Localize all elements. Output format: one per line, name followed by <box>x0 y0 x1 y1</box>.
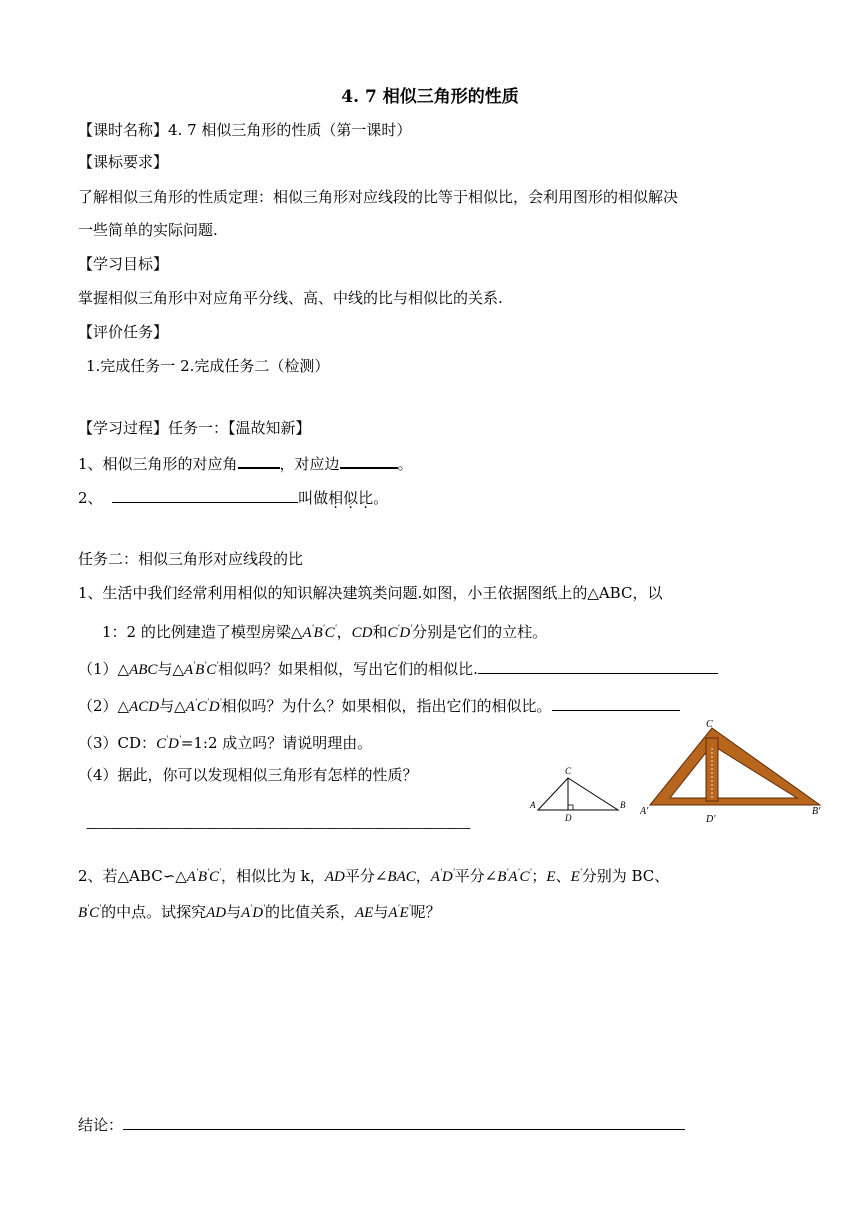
task2-p1-line2: 1：2 的比例建造了模型房梁△A'B'C'，CD和C'D'分别是它们的立柱。 <box>102 623 548 641</box>
label-a: A <box>530 800 536 810</box>
label-d-prime: D′ <box>706 814 716 825</box>
task1-q1: 1、相似三角形的对应角 ，对应边 。 <box>78 451 413 475</box>
task1-q2: 2、 叫做相似比。 <box>78 486 388 509</box>
answer-dash-line: ———————————————————————————————— <box>86 821 470 836</box>
blank-sides[interactable] <box>340 451 398 469</box>
task2-s4: （4）据此，你可以发现相似三角形有怎样的性质？ <box>78 766 418 784</box>
task2-s2: （2）△ACD与△A'C'D'相似吗？为什么？如果相似，指出它们的相似比。 <box>78 691 680 718</box>
label-d: D <box>565 813 572 823</box>
task2-p2-line1: 2、若△ABC∽△A'B'C'，相似比为 k，AD平分∠BAC，A'D'平分∠B'A'C'；E、E'分别为 BC、 <box>78 867 670 885</box>
goals-heading: 【学习目标】 <box>78 255 169 273</box>
task2-p1-line1: 1、生活中我们经常利用相似的知识解决建筑类问题.如图，小王依据图纸上的△ABC，以 <box>78 584 663 602</box>
emphasized-term: 相似比 <box>328 489 374 507</box>
label-a-prime: A′ <box>640 806 649 817</box>
beam-model-figure <box>640 718 830 828</box>
label-b: B <box>620 800 626 810</box>
task2-heading: 任务二：相似三角形对应线段的比 <box>78 550 304 568</box>
standards-line-2: 一些简单的实际问题. <box>78 221 218 239</box>
goals-text: 掌握相似三角形中对应角平分线、高、中线的比与相似比的关系. <box>78 289 503 307</box>
standards-line-1: 了解相似三角形的性质定理：相似三角形对应线段的比等于相似比，会利用图形的相似解决 <box>78 188 679 206</box>
page-title: 4. 7 相似三角形的性质 <box>341 87 519 107</box>
eval-text: 1.完成任务一 2.完成任务二（检测） <box>86 357 330 375</box>
process-heading: 【学习过程】任务一：【温故知新】 <box>78 419 311 437</box>
label-b-prime: B′ <box>812 806 821 817</box>
conclusion-line: 结论： <box>78 1113 685 1136</box>
blank-angles[interactable] <box>238 451 280 469</box>
label-c-prime: C <box>706 719 713 730</box>
standards-heading: 【课标要求】 <box>78 153 169 171</box>
task2-s1: （1）△ABC与△A'B'C'相似吗？如果相似，写出它们的相似比. <box>78 654 718 681</box>
task2-p2-line2: B'C'的中点。试探究AD与A'D'的比值关系，AE与A'E'呢？ <box>78 903 441 921</box>
blank-ratio-definition[interactable] <box>112 486 298 503</box>
blank-ratio-2[interactable] <box>552 694 680 711</box>
lesson-line: 【课时名称】4. 7 相似三角形的性质（第一课时） <box>78 121 412 139</box>
blank-ratio-1[interactable] <box>478 657 718 674</box>
eval-heading: 【评价任务】 <box>78 323 169 341</box>
task2-s3: （3）CD：C'D'=1:2 成立吗？请说明理由。 <box>78 734 373 752</box>
small-triangle-figure <box>528 762 628 824</box>
blank-conclusion[interactable] <box>123 1113 685 1130</box>
label-c: C <box>565 766 572 776</box>
